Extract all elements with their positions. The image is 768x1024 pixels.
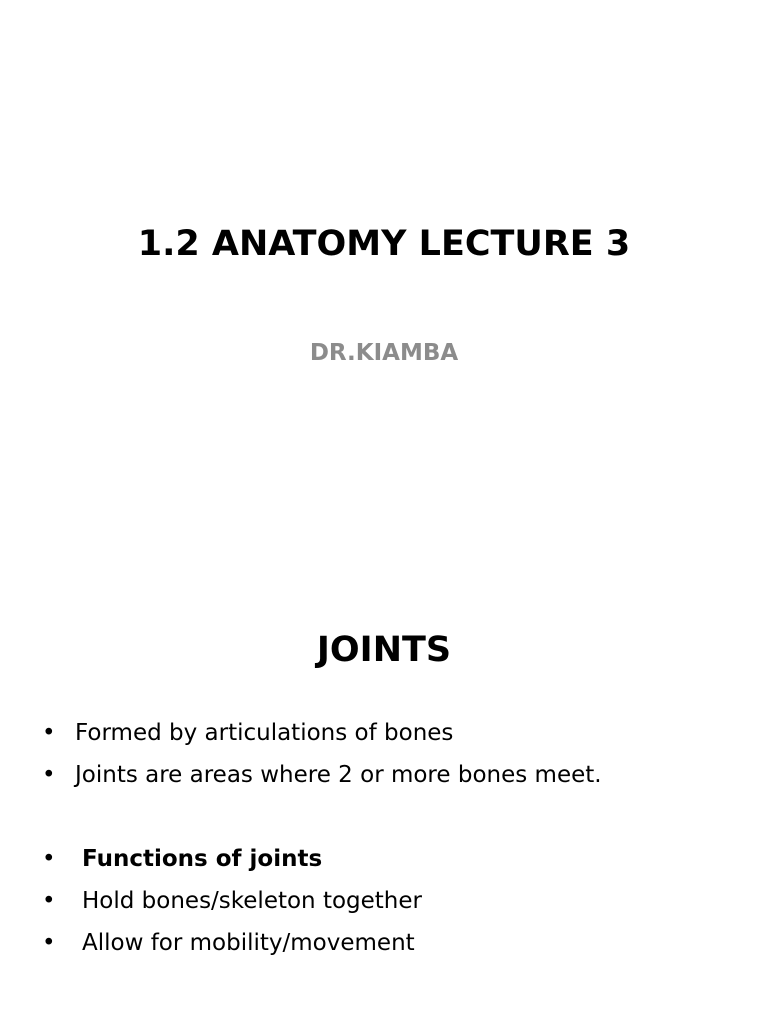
bullet-text: Functions of joints (82, 846, 323, 872)
bullet-list (42, 712, 602, 964)
bullet-icon: • (42, 888, 56, 914)
lecturer-name: DR.KIAMBA (309, 340, 459, 366)
bullet-icon: • (42, 762, 56, 788)
joints-slide (0, 576, 768, 1024)
bullet-icon: • (42, 930, 56, 956)
bullet-text: Allow for mobility/movement (82, 930, 415, 956)
bullet-item (42, 754, 602, 796)
bullet-text: Joints are areas where 2 or more bones meet. (75, 762, 602, 788)
lecture-title: 1.2 ANATOMY LECTURE 3 (137, 224, 631, 264)
bullet-item (42, 712, 602, 754)
bullet-icon: • (42, 846, 56, 872)
bullet-text: Formed by articulations of bones (75, 720, 454, 746)
slide-title: JOINTS (316, 630, 452, 670)
bullet-item (42, 880, 602, 922)
bullet-text: Hold bones/skeleton together (82, 888, 422, 914)
bullet-icon: • (42, 720, 56, 746)
bullet-item-heading (42, 838, 602, 880)
bullet-item (42, 922, 602, 964)
